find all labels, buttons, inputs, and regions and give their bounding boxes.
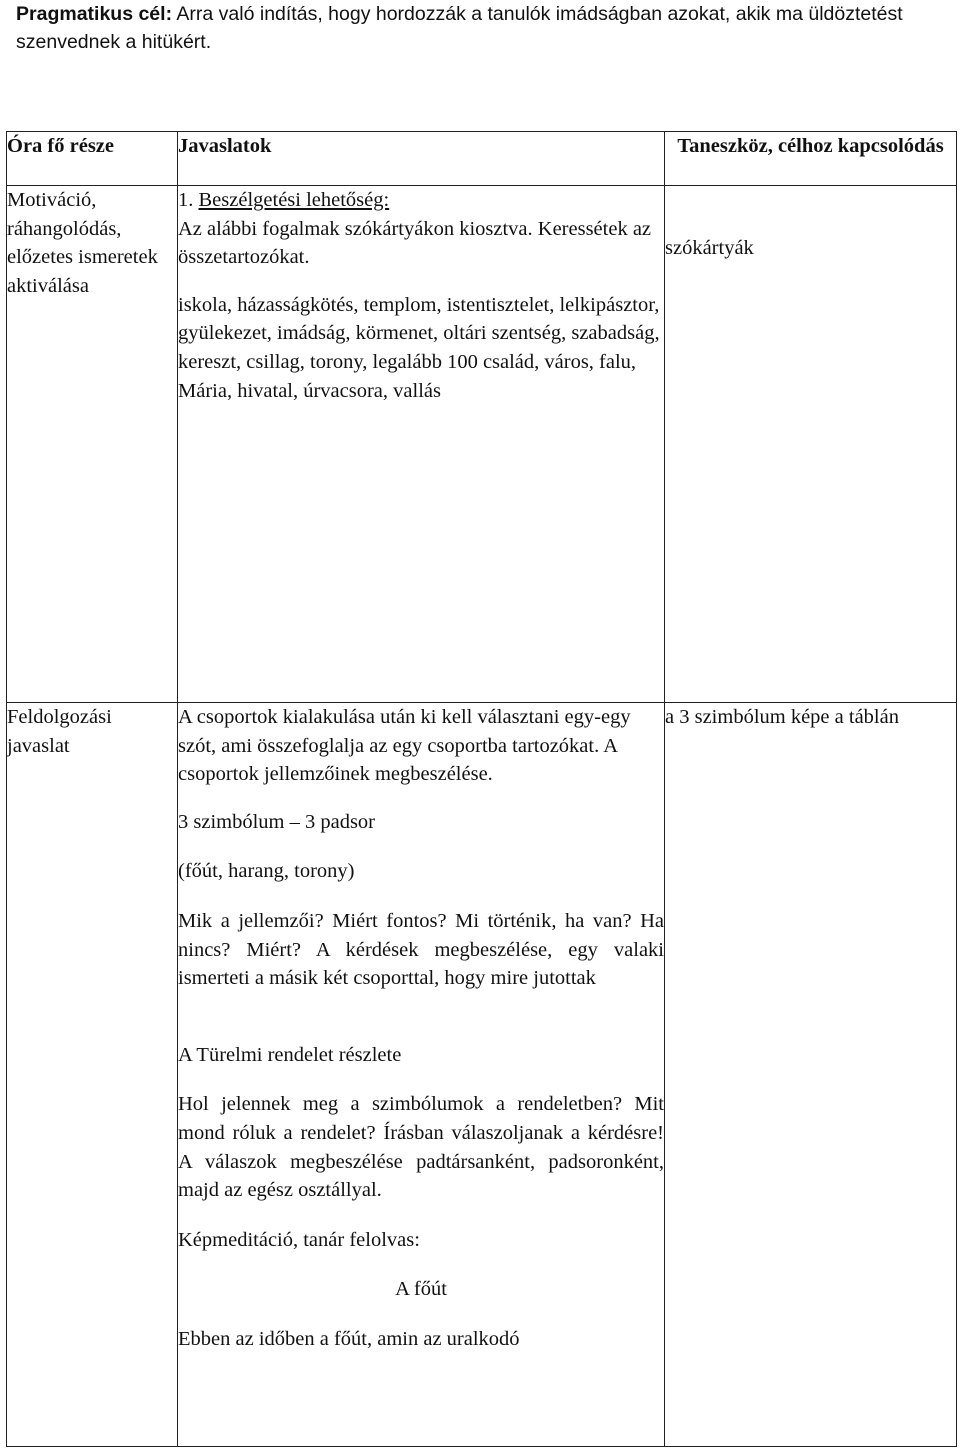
discussion-number: 1. xyxy=(178,189,199,211)
lesson-plan-table xyxy=(6,131,957,1447)
edict-excerpt-title: A Türelmi rendelet részlete xyxy=(178,1043,402,1066)
pragmatic-goal xyxy=(16,0,956,56)
cell-tools-processing: a 3 szimbólum képe a táblán xyxy=(665,703,957,1447)
edict-questions-text: Hol jelennek meg a szimbólumok a rendeletben? Mit mond róluk a rendelet? Írásban válaszoljanak a kérdésre! A válaszok megbeszélése padtársanként, padsoronként, majd az egész osztállyal. xyxy=(178,1093,664,1202)
questions-text: Mik a jellemzői? Miért fontos? Mi történik, ha van? Ha nincs? Miért? A kérdések megbeszélése, egy valaki ismerteti a másik két csoporttal, hogy mire jutottak xyxy=(178,909,664,990)
discussion-title: Beszélgetési lehetőség: xyxy=(198,189,390,211)
table-row-motivation xyxy=(7,186,957,703)
symbols-list-text: (főút, harang, torony) xyxy=(178,860,355,883)
symbols-rows-text: 3 szimbólum – 3 padsor xyxy=(178,810,376,833)
tool-word-cards: szókártyák xyxy=(665,237,754,259)
table-row-processing xyxy=(7,703,957,1447)
cell-lesson-part-processing: Feldolgozási javaslat xyxy=(7,703,178,1447)
goal-text: Arra való indítás, hogy hordozzák a tanulók imádságban azokat, akik ma üldöztetést szenvednek a hitükért. xyxy=(16,3,903,53)
header-suggestions: Javaslatok xyxy=(178,132,665,186)
cell-suggestions-processing xyxy=(178,703,665,1447)
group-task-text: A csoportok kialakulása után ki kell választani egy-egy szót, ami összefoglalja az egy csoportba tartozókat. A csoportok jellemzőinek megbeszélése. xyxy=(178,706,631,786)
meditation-intro: Képmeditáció, tanár felolvas: xyxy=(178,1228,420,1251)
discussion-intro: Az alábbi fogalmak szókártyákon kiosztva. Keressétek az összetartozókat. xyxy=(178,217,652,269)
cell-lesson-part-motivation: Motiváció, ráhangolódás, előzetes ismeretek aktiválása xyxy=(7,186,178,703)
reading-first-line: Ebben az időben a főút, amin az uralkodó xyxy=(178,1327,520,1350)
reading-title: A főút xyxy=(395,1278,447,1301)
goal-label: Pragmatikus cél: xyxy=(16,3,173,25)
header-lesson-part: Óra fő része xyxy=(7,132,178,186)
word-card-list: iskola, házasságkötés, templom, istentisztelet, lelkipásztor, gyülekezet, imádság, körmenet, oltári szentség, szabadság, kereszt, csillag, torony, legalább 100 család, város, falu, Mária, hivatal, úrvacsora, vallás xyxy=(178,293,660,402)
table-header-row xyxy=(7,132,957,186)
header-tools: Taneszköz, célhoz kapcsolódás xyxy=(665,132,957,186)
discussion-heading xyxy=(178,186,664,215)
cell-suggestions-motivation xyxy=(178,186,665,703)
cell-tools-motivation xyxy=(665,186,957,703)
